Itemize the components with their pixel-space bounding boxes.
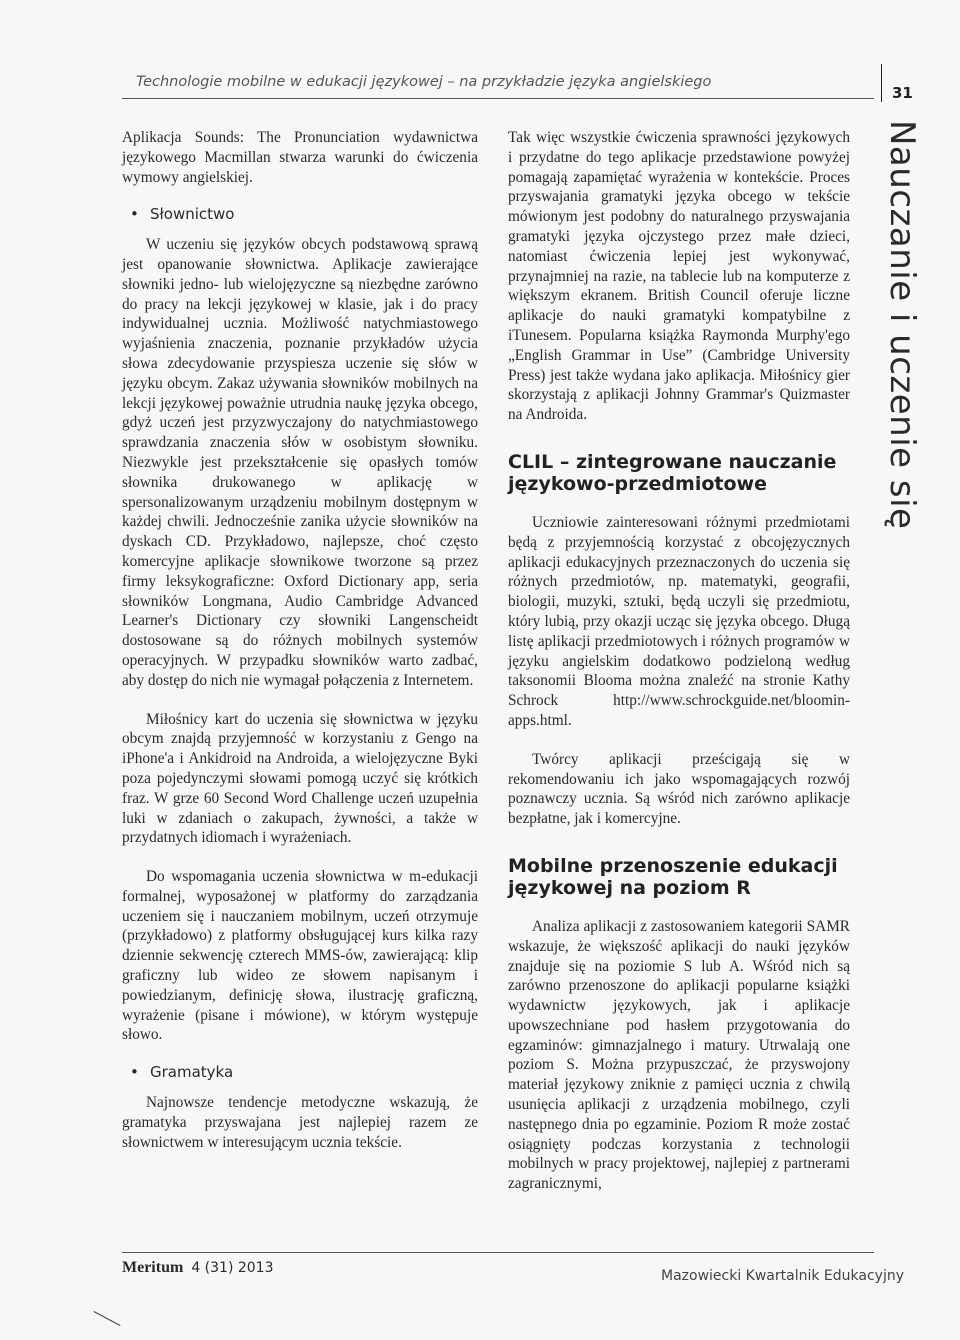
- page-number: 31: [892, 84, 913, 102]
- bullet-icon: •: [130, 205, 139, 224]
- side-section-label: Nauczanie i uczenie się: [882, 120, 922, 530]
- paragraph-samr: Analiza aplikacji z zastosowaniem kategorii SAMR wskazuje, że większość aplikacji do nauki języków znajduje się na poziomie S lub A. Wśród nich są zarówno przenoszone do aplikacji popularne książki wydawnictw językowych, jak i aplikacje upowszechniane pod hasłem przygotowania do egzaminów: gimnazjalnego i matury. Utrwalają one poziom S. Można przypuszczać, że przyswojony materiał językowy zniknie z pamięci ucznia z chwilą usunięcia aplikacji z urządzenia mobilnego, czyli następnego dnia po egzaminie. Poziom R może zostać osiągnięty podczas korzystania z technologii mobilnych w pracy projektowej, najlepiej z partnerami zagranicznymi,: [508, 917, 850, 1193]
- paragraph-slownictwo: W uczeniu się języków obcych podstawową sprawą jest opanowanie słownictwa. Aplikacje zawierające słowniki jedno- lub wielojęzyczne są niezbędne zarówno do pracy na lekcji językowej w klasie, jak i do pracy indywidualnej ucznia. Możliwość natychmiastowego wyjaśnienia znaczenia, poznanie przykładów użycia słowa zdecydowanie przyspiesza uczenie się słów w języku obcym. Zakaz używania słowników mobilnych na lekcji językowej poważnie utrudnia naukę języka obcego, gdyż uczeń jest przyzwyczajony do natychmiastowego sprawdzania znaczenia słów w osobistym słowniku. Niezwykle jest przekształcenie się opasłych tomów słownika drukowanego w aplikację w spersonalizowanym urządzeniu mobilnym dostępnym w każdej chwili. Jednocześnie zanika użycie słowników na dyskach CD. Przykładowo, najlepsze, choć często komercyjne aplikacje słownikowe tworzone są przez firmy leksykograficzne: Oxford Dictionary app, seria słowników Longmana, Audio Cambridge Advanced Learner's Dictionary czy słowniki Langenscheidt dostosowane są do różnych mobilnych systemów operacyjnych. W przypadku słowników warto zadbać, aby dostęp do nich nie wymagał połączenia z Internetem.: [122, 236, 478, 689]
- right-column: [508, 128, 850, 1194]
- footer-rule: [122, 1252, 874, 1253]
- page-number-rule: [881, 64, 882, 102]
- header-rule: [122, 98, 874, 99]
- paragraph-intro: Aplikacja Sounds: The Pronunciation wydawnictwa językowego Macmillan stwarza warunki do ćwiczenia wymowy angielskiej.: [122, 129, 478, 186]
- bullet-label: Słownictwo: [150, 205, 235, 224]
- paragraph-grammar-apps: Tak więc wszystkie ćwiczenia sprawności językowych i przydatne do tego aplikacje przedstawione powyżej pomagają zapamiętać wyrażenia w kontekście. Proces przyswajania gramatyki języka obcego w tekście mówionym jest podobny do naturalnego przyswajania gramatyki języka ojczystego przez małe dzieci, natomiast ćwiczenia lepiej jest wykonywać, przynajmniej na razie, na tablecie lub na komputerze z większym ekranem. British Council oferuje liczne aplikacje do nauki gramatyki kompatybilne z iTunesem. Popularna książka Raymonda Murphy'ego „English Grammar in Use” (Cambridge University Press) jest także wydana jako aplikacja. Miłośnicy gier skorzystają z aplikacji Johnny Grammar's Quizmaster na Androida.: [508, 129, 850, 424]
- running-header: Technologie mobilne w edukacji językowej – na przykładzie języka angielskiego: [136, 74, 712, 90]
- side-section-title: [870, 120, 930, 530]
- heading-clil: CLIL – zintegrowane nauczanie językowo-przedmiotowe: [508, 450, 837, 495]
- paragraph-clil: Uczniowie zainteresowani różnymi przedmiotami będą z przyjemnością korzystać z obcojęzycznych aplikacji edukacyjnych przeznaczonych do uczenia się różnych przedmiotów, np. matematyki, geografii, biologii, muzyki, sztuki, będą uczyli się przedmiotu, który lubią, przy okazji ucząc się języka obcego. Długą listę aplikacji przedmiotowych i różnych programów w języku angielskim dodatkowo podzieloną według taksonomii Blooma można znaleźć na stronie Kathy Schrock http://www.schrockguide.net/bloomin-apps.html.: [508, 513, 850, 729]
- footer-journal: [122, 1259, 274, 1277]
- scan-mark: [94, 1311, 121, 1326]
- footer-publisher: Mazowiecki Kwartalnik Edukacyjny: [661, 1268, 904, 1284]
- paragraph-gramatyka: Najnowsze tendencje metodyczne wskazują, że gramatyka przyswajana jest najlepiej razem ze słownictwem w interesującym ucznia tekście.: [122, 1094, 478, 1151]
- left-column: [122, 128, 478, 1152]
- bullet-icon: •: [130, 1063, 139, 1082]
- paragraph-karty: Miłośnicy kart do uczenia się słownictwa w języku obcym znajdą przyjemność w korzystaniu z Gengo na iPhone'a i Ankidroid na Androida, a wielojęzyczne Byki poza pojedynczymi słowami pomogą uczyć się krótkich fraz. W grze 60 Second Word Challenge uczeń uzupełnia luki w zdaniach o zakupach, żywności, a także w przydatnych idiomach i wyrażeniach.: [122, 710, 478, 847]
- section-bullet-gramatyka: [122, 1063, 478, 1083]
- paragraph-mms: Do wspomagania uczenia słownictwa w m-edukacji formalnej, wyposażonej w platformy do zarządzania uczeniem się i nauczaniem mobilnym, uczeń otrzymuje (przykładowo) z platformy obsługującej kurs kilka razy dziennie sekwencję czterech MMS-ów, zawierającą: klip graficzny lub wideo ze słowem napisanym i powiedzianym, definicję słowa, ilustrację graficzną, wyrażenie (pisane i mówione), w którym występuje słowo.: [122, 868, 478, 1044]
- journal-issue: 4 (31) 2013: [191, 1260, 274, 1276]
- heading-mobilne: Mobilne przenoszenie edukacji językowej na poziom R: [508, 854, 838, 899]
- paragraph-tworcy: Twórcy aplikacji prześcigają się w rekomendowaniu ich jako wspomagających rozwój poznawczy ucznia. Są wśród nich zarówno aplikacje bezpłatne, jak i komercyjne.: [508, 750, 850, 828]
- journal-name: Meritum: [122, 1259, 184, 1276]
- section-bullet-slownictwo: [122, 205, 478, 225]
- bullet-label: Gramatyka: [150, 1063, 234, 1082]
